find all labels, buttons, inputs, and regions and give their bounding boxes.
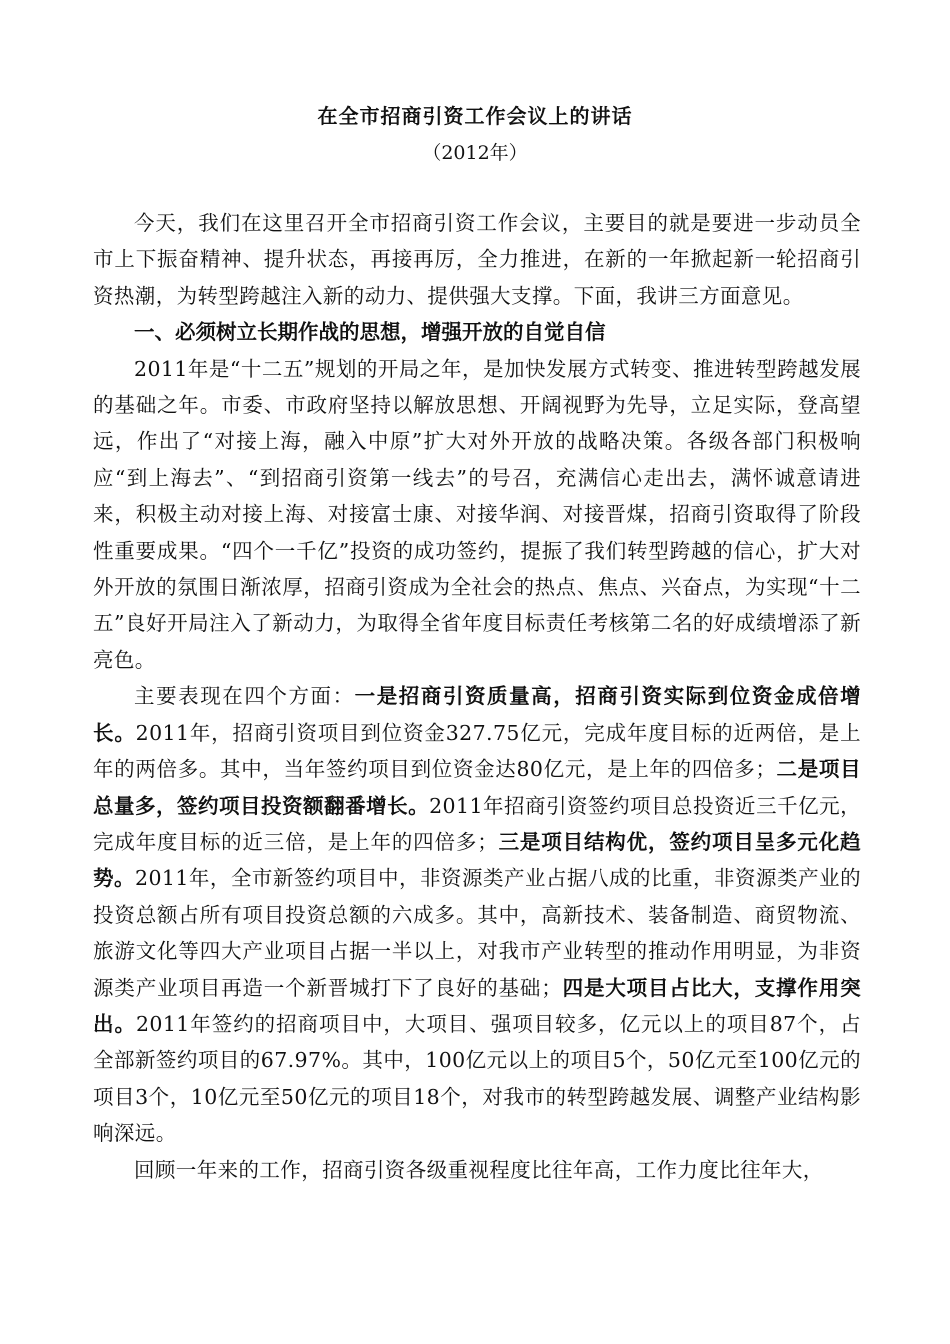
point-1-heading: 一是招商引资质量高，招商引资实际到位资金成倍增长。 [93,684,861,745]
point-3-text: 2011年，全市新签约项目中，非资源类产业占据八成的比重，非资源类产业的投资总额占所有项目投资总额的六成多。其中，高新技术、装备制造、商贸物流、旅游文化等四大产业项目占据一半以上，对我市产业转型的推动作用明显，为非资源类产业项目再造一个新晋城打下了良好的基础； [93,866,861,1000]
paragraph-review: 回顾一年来的工作，招商引资各级重视程度比往年高，工作力度比往年大， [134,1157,824,1182]
paragraph-2011-overview: 2011年是“十二五”规划的开局之年，是加快发展方式转变、推进转型跨越发展的基础之年。市委、市政府坚持以解放思想、开阔视野为先导，立足实际，登高望远，作出了“对接上海，融入中原”扩大对外开放的战略决策。各级各部门积极响应“到上海去”、“到招商引资第一线去”的号召，充满信心走出去，满怀诚意请进来，积极主动对接上海、对接富士康、对接华润、对接晋煤，招商引资取得了阶段性重要成果。“四个一千亿”投资的成功签约，提振了我们转型跨越的信心，扩大对外开放的氛围日渐浓厚，招商引资成为全社会的热点、焦点、兴奋点，为实现“十二五”良好开局注入了新动力，为取得全省年度目标责任考核第二名的好成绩增添了新亮色。 [93,356,861,672]
document-subtitle: （2012年） [422,142,528,164]
document-title: 在全市招商引资工作会议上的讲话 [317,104,633,128]
intro-paragraph: 今天，我们在这里召开全市招商引资工作会议，主要目的就是要进一步动员全市上下振奋精神、提升状态，再接再厉，全力推进，在新的一年掀起新一轮招商引资热潮，为转型跨越注入新的动力、提供强大支撑。下面，我讲三方面意见。 [93,211,861,308]
paragraph-four-aspects [93,678,861,1151]
point-2-text: 2011年招商引资签约项目总投资近三千亿元，完成年度目标的近三倍，是上年的四倍多； [93,793,861,854]
point-4-heading: 四是大项目占比大，支撑作用突出。 [93,975,861,1036]
point-2-heading: 二是项目总量多，签约项目投资额翻番增长。 [93,757,861,818]
point-3-heading: 三是项目结构优，签约项目呈多元化趋势。 [93,829,861,891]
section-heading-1: 一、必须树立长期作战的思想，增强开放的自觉自信 [134,320,606,345]
four-aspects-lead: 主要表现在四个方面： [134,684,355,709]
point-1-text: 2011年，招商引资项目到位资金327.75亿元，完成年度目标的近两倍，是上年的两倍多。其中，当年签约项目到位资金达80亿元，是上年的四倍多； [93,720,861,782]
point-4-text: 2011年签约的招商项目中，大项目、强项目较多，亿元以上的项目87个，占全部新签约项目的67.97%。其中，100亿元以上的项目5个，50亿元至100亿元的项目3个，10亿元至50亿元的项目18个，对我市的转型跨越发展、调整产业结构影响深远。 [93,1011,861,1146]
document-body [93,205,861,1188]
